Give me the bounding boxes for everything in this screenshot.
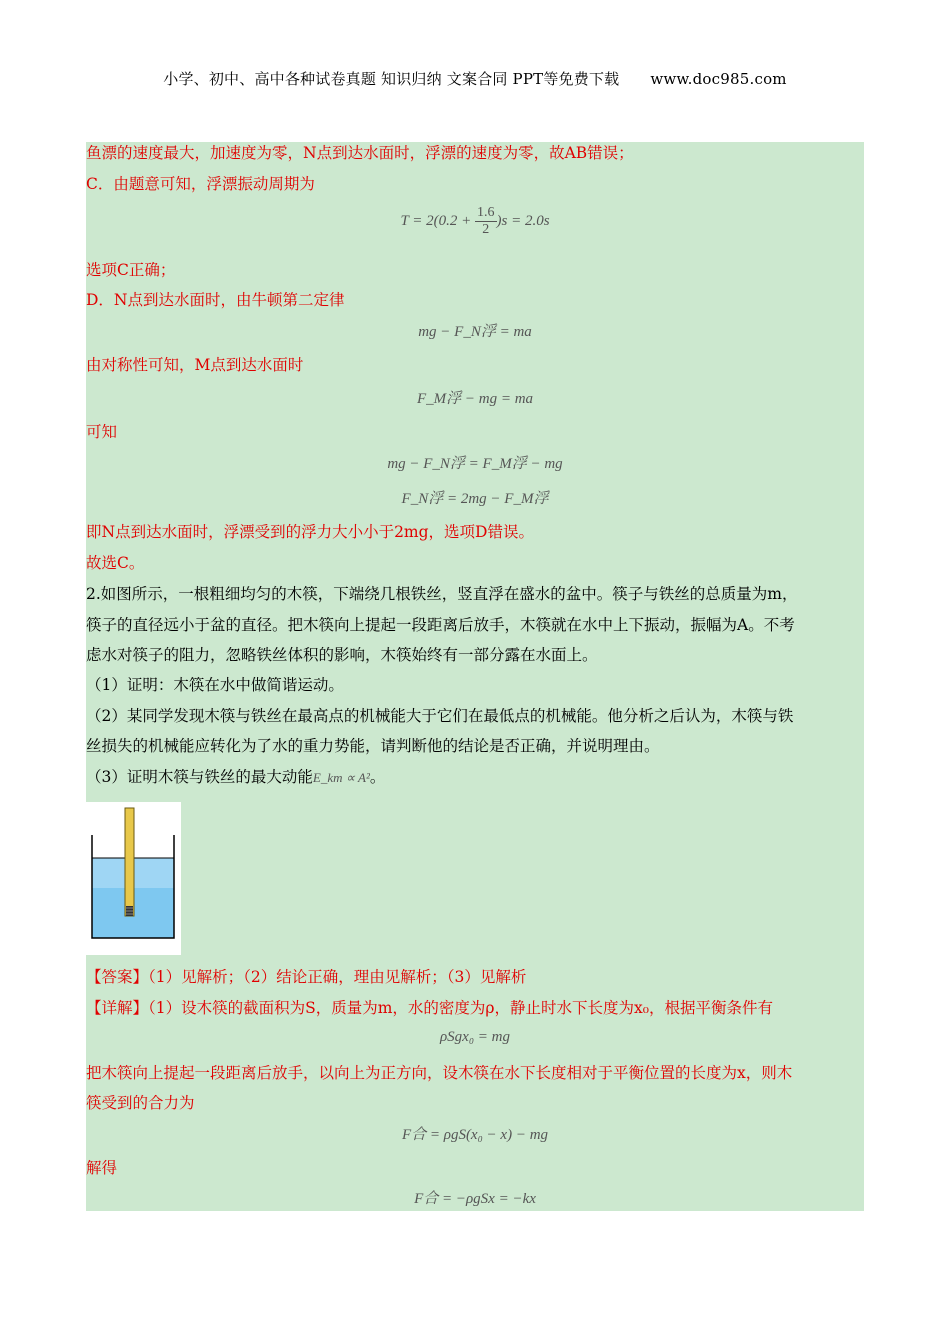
question-part-1: （1）证明：木筷在水中做简谐运动。 [86,676,344,694]
eq1-left: T = 2(0.2 + [400,212,475,229]
chopstick [125,808,134,916]
text-line-2: C．由题意可知，浮漂振动周期为 [86,175,315,193]
question-part-2b: 丝损失的机械能应转化为了水的重力势能，请判断他的结论是否正确，并说明理由。 [86,737,660,755]
text-line-5: 由对称性可知，M点到达水面时 [86,356,304,374]
equation-3: F_M浮 − mg = ma [416,391,534,407]
question-part-2a: （2）某同学发现木筷与铁丝在最高点的机械能大于它们在最低点的机械能。他分析之后认为，木筷与铁 [86,707,794,725]
equation-2: mg − F_N浮 = ma [418,324,532,340]
equation-5: F_N浮 = 2mg − F_M浮 [401,491,549,507]
page-header [0,68,950,89]
part3-text: （3）证明木筷与铁丝的最大动能 [86,768,313,786]
text-line-4: D．N点到达水面时，由牛顿第二定律 [86,291,345,309]
eq1-right: )s = 2.0s [496,212,550,229]
answer-line: 【答案】（1）见解析；（2）结论正确，理由见解析；（3）见解析 [86,968,527,986]
question-line-3: 虑水对筷子的阻力，忽略铁丝体积的影响，木筷始终有一部分露在水面上。 [86,646,598,664]
part3-end: 。 [369,768,386,786]
header-text: 小学、初中、高中各种试卷真题 知识归纳 文案合同 PPT等免费下载 [163,70,620,88]
chopstick-basin-diagram [86,802,181,955]
eq1-numerator: 1.6 [477,205,495,220]
equation-4: mg − F_N浮 = F_M浮 − mg [387,456,563,472]
equation-period [86,205,864,238]
eq1-fraction [475,205,497,238]
chopstick-figure [86,802,181,955]
question-line-1: 2.如图所示，一根粗细均匀的木筷，下端绕几根铁丝，竖直浮在盛水的盆中。筷子与铁丝的总质量为m， [86,585,798,603]
header-site: www.doc985.com [650,70,787,88]
text-line-1: 鱼漂的速度最大，加速度为零，N点到达水面时，浮漂的速度为零，故AB错误； [86,144,634,162]
equation-7: F合 = ρgS(x₀ − x) − mg [401,1127,549,1143]
detail-line-2: 把木筷向上提起一段距离后放手，以向上为正方向，设木筷在水下长度相对于平衡位置的长度为x，则木 [86,1064,793,1082]
question-line-2: 筷子的直径远小于盆的直径。把木筷向上提起一段距离后放手，木筷就在水中上下振动，振幅为A。不考 [86,616,795,634]
detail-line-3: 筷受到的合力为 [86,1094,195,1112]
detail-line-1: 【详解】（1）设木筷的截面积为S，质量为m，水的密度为ρ，静止时水下长度为x₀，根据平衡条件有 [86,999,773,1017]
equation-8: F合 = −ρgSx = −kx [414,1191,536,1207]
detail-line-4: 解得 [86,1159,118,1177]
text-line-8: 故选C。 [86,554,145,572]
text-line-7: 即N点到达水面时，浮漂受到的浮力大小小于2mg，选项D错误。 [86,523,534,541]
question-part-3 [86,766,385,789]
part3-formula: E_km ∝ A² [312,770,370,785]
text-line-3: 选项C正确； [86,261,176,279]
equation-6: ρSgx₀ = mg [439,1029,511,1045]
text-line-6: 可知 [86,423,118,441]
eq1-denominator: 2 [482,222,490,237]
